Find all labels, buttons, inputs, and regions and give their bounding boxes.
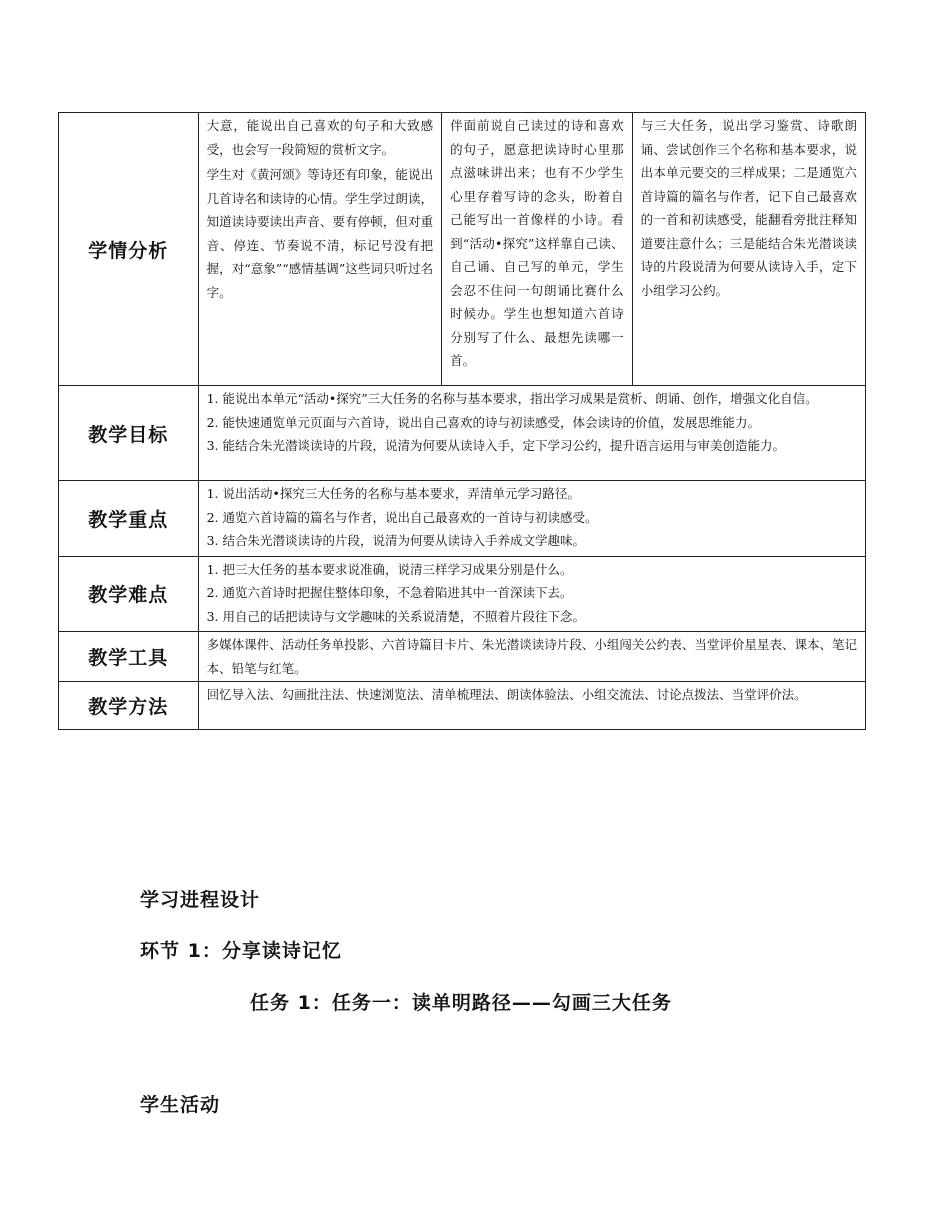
situation-label: 学情分析 [59, 113, 199, 386]
situation-col1-p2: 学生对《黄河颂》等诗还有印象，能说出几首诗名和读诗的心情。学生学过朗读，知道读诗要读出声音、要有停顿，但对重音、停连、节奏说不清，标记号没有把握，对“意象”“感情基调”这些词只听过名字。 [206, 167, 434, 300]
goals-content [198, 386, 865, 481]
table-row-difficulties [59, 556, 866, 632]
difficulties-item-2: 2. 通览六首诗时把握住整体印象，不急着陷进其中一首深读下去。 [206, 585, 573, 600]
tools-text: 多媒体课件、活动任务单投影、六首诗篇目卡片、朱光潜谈读诗片段、小组闯关公约表、当堂评价星星表、课本、笔记本、铅笔与红笔。 [206, 637, 857, 676]
section-heading-design: 学习进程设计 [140, 889, 261, 911]
key-points-content [198, 481, 865, 557]
methods-content [198, 682, 865, 730]
situation-col2-p1: 伴面前说自己读过的诗和喜欢的句子，愿意把读诗时心里那点滋味讲出来；也有不少学生心里存着写诗的念头，盼着自己能写出一首像样的小诗。看到“活动•探究”这样靠自己读、自己诵、自己写的单元，学生会忍不住问一句朗诵比赛什么时候办。学生也想知道六首诗分别写了什么、最想先读哪一首。 [450, 118, 624, 368]
situation-col3 [632, 113, 865, 386]
section-heading-student: 学生活动 [140, 1094, 221, 1116]
difficulties-label: 教学难点 [59, 556, 199, 632]
situation-col1 [198, 113, 442, 386]
situation-col3-p1: 与三大任务，说出学习鉴赏、诗歌朗诵、尝试创作三个名称和基本要求，说出本单元要交的三样成果；二是通览六首诗篇的篇名与作者，记下自己最喜欢的一首和初读感受，能翻看旁批注释知道要注意什么；三是能结合朱光潜谈读诗的片段说清为何要从读诗入手，定下小组学习公约。 [640, 118, 857, 298]
methods-label: 教学方法 [59, 682, 199, 730]
table-row-goals [59, 386, 866, 481]
table-row-methods [59, 682, 866, 730]
task-heading: 任务 1：任务一：读单明路径——勾画三大任务 [250, 992, 672, 1014]
table-row-situation [59, 113, 866, 386]
table-row-tools [59, 632, 866, 682]
goals-item-2: 2. 能快速通览单元页面与六首诗，说出自己喜欢的诗与初读感受，体会读诗的价值，发展思维能力。 [206, 414, 760, 430]
tools-label: 教学工具 [59, 632, 199, 682]
methods-text: 回忆导入法、勾画批注法、快速浏览法、清单梳理法、朗读体验法、小组交流法、讨论点拨法、当堂评价法。 [206, 687, 807, 702]
situation-col2 [442, 113, 633, 386]
difficulties-item-1: 1. 把三大任务的基本要求说准确，说清三样学习成果分别是什么。 [206, 561, 573, 577]
situation-col1-p1: 大意，能说出自己喜欢的句子和大致感受，也会写一段简短的赏析文字。 [206, 118, 434, 157]
difficulties-content [198, 556, 865, 632]
table-row-key-points [59, 481, 866, 557]
difficulties-item-3: 3. 用自己的话把读诗与文学趣味的关系说清楚，不照着片段往下念。 [206, 608, 585, 624]
key-points-item-2: 2. 通览六首诗篇的篇名与作者，说出自己最喜欢的一首诗与初读感受。 [206, 509, 598, 525]
tools-content [198, 632, 865, 682]
goals-item-1: 1. 能说出本单元“活动•探究”三大任务的名称与基本要求，指出学习成果是赏析、朗诵、创作，增强文化自信。 [206, 391, 818, 406]
key-points-item-1: 1. 说出活动•探究三大任务的名称与基本要求，弄清单元学习路径。 [206, 486, 580, 501]
lesson-plan-table [58, 112, 866, 730]
key-points-label: 教学重点 [59, 481, 199, 557]
goals-label: 教学目标 [59, 386, 199, 481]
goals-item-3: 3. 能结合朱光潜谈读诗的片段，说清为何要从读诗入手，定下学习公约，提升语言运用与审美创造能力。 [206, 438, 785, 453]
key-points-item-3: 3. 结合朱光潜谈读诗的片段，说清为何要从读诗入手养成文学趣味。 [206, 533, 585, 548]
section-heading-step1: 环节 1：分享读诗记忆 [140, 940, 342, 962]
